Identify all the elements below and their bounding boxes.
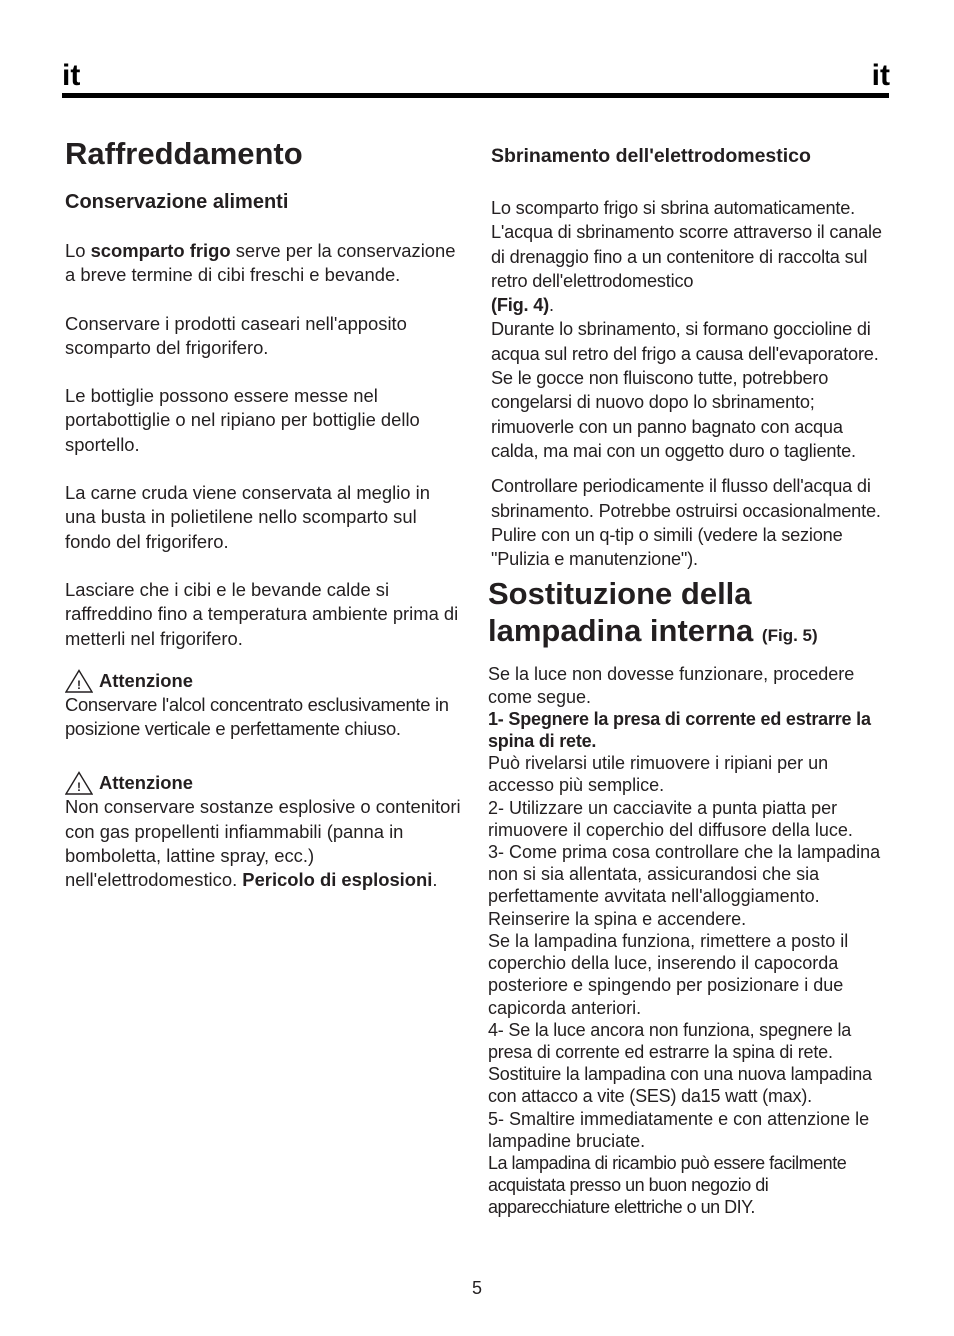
paragraph-raw-meat: La carne cruda viene conservata al meglio in una busta in polietilene nello scomparto sul fondo del frigorifero. [65, 482, 430, 552]
language-code-right: it [871, 59, 890, 92]
language-code-left: it [62, 59, 81, 92]
paragraph-dairy: Conservare i prodotti caseari nell'apposito scomparto del frigorifero. [65, 312, 407, 358]
subsection-defrosting: Sbrinamento dell'elettrodomestico [491, 145, 811, 167]
page-number: 5 [471, 1278, 482, 1298]
lamp-instructions [488, 663, 893, 1218]
svg-text:!: ! [77, 780, 81, 795]
paragraph-bottles: Le bottiglie possono essere messe nel portabottiglie o nel ripiano per bottiglie dello sportello. [65, 385, 420, 455]
header-rule [62, 93, 889, 98]
step-4-text: 4- Se la luce ancora non funziona, spegnere la presa di corrente ed estrarre la spina di rete. Sostituire la lampadina con una nuova lampadina con attacco a vite (SES) da15 watt (max). [488, 1019, 872, 1107]
section-title-lamp-replacement: Sostituzione della lampadina interna (Fig. 5) [488, 576, 818, 649]
warning-text-alcohol: Conservare l'alcol concentrato esclusivamente in posizione verticale e perfettamente chiuso. [65, 693, 449, 740]
svg-text:!: ! [77, 677, 81, 692]
step-3b-text: Se la lampadina funziona, rimettere a posto il coperchio della luce, inserendo il capocorda posteriore e spingendo per posizionare i due capicorda anteriori. [488, 930, 849, 1018]
section-title-cooling: Raffreddamento [65, 136, 303, 171]
warning-heading-1: ! Attenzione [65, 669, 465, 693]
paragraph-lamp-intro: Se la luce non dovesse funzionare, procedere come segue. [488, 664, 855, 707]
step-1-title: 1- Spegnere la presa di corrente ed estrarre la spina di rete. [488, 708, 871, 752]
warning-triangle-icon [65, 669, 93, 693]
paragraph-remove-drops: Se le gocce non fluiscono tutte, potrebbero congelarsi di nuovo dopo lo sbrinamento; rimuoverle con un panno bagnato con acqua calda, ma mai con un oggetto duro o tagliente. [491, 368, 856, 461]
warning-triangle-icon [65, 771, 93, 795]
step-1-text: Può rivelarsi utile rimuovere i ripiani per un accesso più semplice. [488, 753, 829, 796]
warning-text-explosives: Non conservare sostanze esplosive o contenitori con gas propellenti infiammabili (panna in bomboletta, lattine spray, ecc.) nell'elettrodomestico. Pericolo di esplosioni. [65, 796, 461, 891]
left-column [65, 136, 465, 893]
step-3-text: 3- Come prima cosa controllare che la lampadina non si sia allentata, assicurandosi che sia perfettamente avvitata nell'alloggiamento. Reinserire la spina e accendere. [488, 842, 881, 929]
subsection-food-storage: Conservazione alimenti [65, 191, 289, 213]
step-5-text: 5- Smaltire immediatamente e con attenzione le lampadine bruciate. [488, 1108, 870, 1151]
paragraph-droplets: Durante lo sbrinamento, si formano goccioline di acqua sul retro del frigo a causa dell'evaporatore. [491, 319, 879, 364]
paragraph-auto-defrost: Lo scomparto frigo si sbrina automaticamente. L'acqua di sbrinamento scorre attraverso il canale di drenaggio fino a un contenitore di raccolta sul retro dell'elettrodomestico (Fig. 4). [491, 198, 882, 316]
paragraph-fridge-compartment: Lo scomparto frigo serve per la conservazione a breve termine di cibi freschi e bevande. [65, 240, 456, 286]
warning-heading-2: ! Attenzione [65, 771, 465, 795]
defrost-block [491, 196, 893, 571]
step-2-text: 2- Utilizzare un cacciavite a punta piatta per rimuovere il coperchio del diffusore della luce. [488, 797, 853, 840]
paragraph-hot-food: Lasciare che i cibi e le bevande calde si raffreddino fino a temperatura ambiente prima di metterli nel frigorifero. [65, 578, 459, 649]
right-column [488, 144, 893, 1219]
paragraph-check-drain: Controllare periodicamente il flusso dell'acqua di sbrinamento. Potrebbe ostruirsi occasionalmente. Pulire con un q-tip o simili (vedere la sezione "Pulizia e manutenzione"). [491, 476, 881, 570]
paragraph-spare-lamp: La lampadina di ricambio può essere facilmente acquistata presso un buon negozio di apparecchiature elettriche o un DIY. [488, 1152, 847, 1218]
